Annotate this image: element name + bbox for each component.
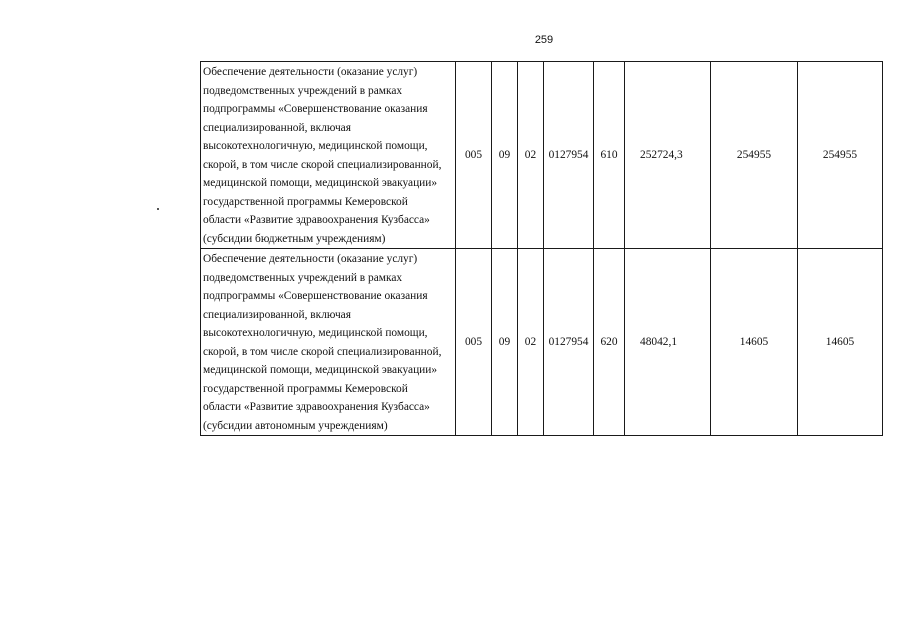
ministry-code-cell: 005 xyxy=(456,62,492,249)
amount-2-cell: 14605 xyxy=(711,249,798,436)
section-cell: 09 xyxy=(492,62,518,249)
ministry-code-cell: 005 xyxy=(456,249,492,436)
amount-1-cell: 48042,1 xyxy=(625,249,711,436)
margin-mark xyxy=(157,208,159,210)
amount-1-cell: 252724,3 xyxy=(625,62,711,249)
subsection-cell: 02 xyxy=(518,249,544,436)
expense-type-cell: 610 xyxy=(594,62,625,249)
amount-3-cell: 254955 xyxy=(798,62,883,249)
description-cell: Обеспечение деятельности (оказание услуг) подведомственных учреждений в рамках подпрограммы «Совершенствование оказания специализированной, включая высокотехнологичную, медицинской помощи, скорой, в том числе скорой специализированной, медицинской помощи, медицинской эвакуации» государственной программы Кемеровской области «Развитие здравоохранения Кузбасса» (субсидии бюджетным учреждениям) xyxy=(201,62,456,249)
budget-table xyxy=(200,61,883,436)
section-cell: 09 xyxy=(492,249,518,436)
target-article-cell: 0127954 xyxy=(544,62,594,249)
table-row xyxy=(201,249,883,436)
amount-2-cell: 254955 xyxy=(711,62,798,249)
subsection-cell: 02 xyxy=(518,62,544,249)
target-article-cell: 0127954 xyxy=(544,249,594,436)
page-number: 259 xyxy=(534,34,554,46)
expense-type-cell: 620 xyxy=(594,249,625,436)
amount-3-cell: 14605 xyxy=(798,249,883,436)
description-cell: Обеспечение деятельности (оказание услуг) подведомственных учреждений в рамках подпрограммы «Совершенствование оказания специализированной, включая высокотехнологичную, медицинской помощи, скорой, в том числе скорой специализированной, медицинской помощи, медицинской эвакуации» государственной программы Кемеровской области «Развитие здравоохранения Кузбасса» (субсидии автономным учреждениям) xyxy=(201,249,456,436)
table-row xyxy=(201,62,883,249)
